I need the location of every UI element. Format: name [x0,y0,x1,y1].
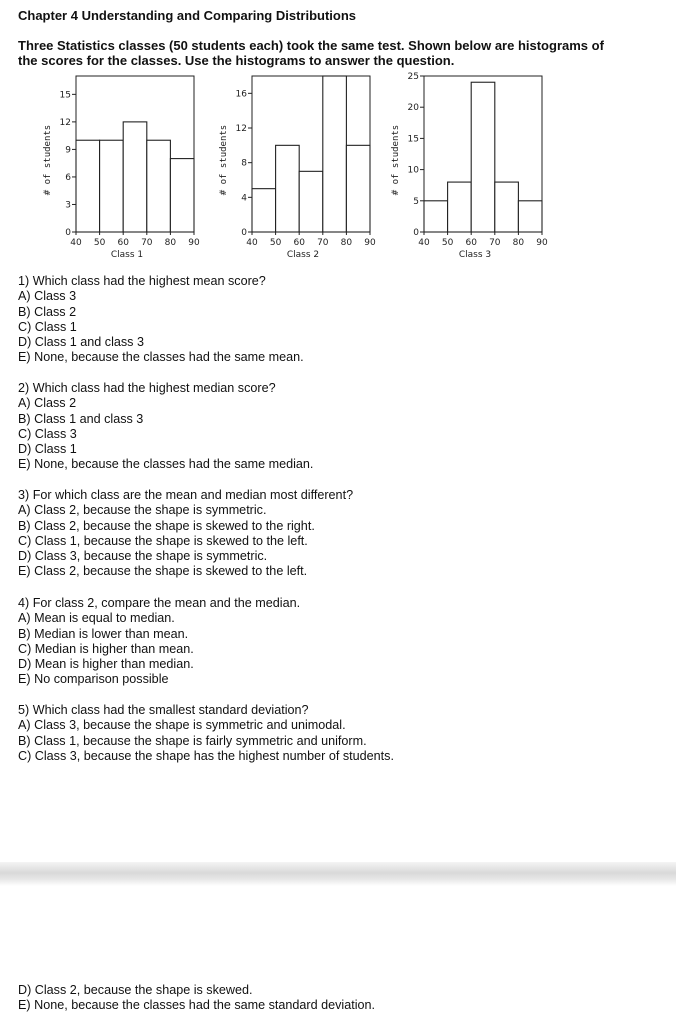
answer-option: C) Class 1 [18,319,77,334]
answer-option: A) Mean is equal to median. [18,611,175,626]
question-prompt: 3) For which class are the mean and median most different? [18,488,354,502]
answer-option: E) None, because the classes had the same standard deviation. [18,998,376,1013]
y-tick-label: 0 [241,228,247,238]
histogram-bar [471,82,495,232]
y-tick-label: 15 [59,90,71,101]
answer-option: A) Class 2 [18,396,77,411]
answer-option: B) Class 1, because the shape is fairly symmetric and uniform. [18,733,367,748]
x-tick-label: 80 [340,238,353,248]
answer-option: B) Median is lower than mean. [18,626,189,641]
answer-option: B) Class 2 [18,304,77,319]
histogram-bar [495,182,519,232]
answer-option: A) Class 3 [18,289,77,304]
y-tick-label: 6 [65,172,71,183]
intro-line-2: the scores for the classes. Use the histograms to answer the question. [18,53,455,68]
histogram-bar [346,145,370,232]
answer-option: D) Class 3, because the shape is symmetric. [18,549,268,564]
x-tick-label: 60 [465,238,477,248]
answer-option: E) None, because the classes had the same mean. [18,350,304,365]
x-tick-label: 40 [418,238,430,248]
question-prompt: 5) Which class had the smallest standard deviation? [18,703,309,717]
question-5-continued [18,983,375,1014]
question-5 [18,703,394,764]
histogram-svg [38,72,210,262]
x-tick-label: 90 [536,238,548,248]
histogram-svg [386,72,558,262]
x-tick-label: 60 [293,238,305,248]
y-tick-label: 4 [241,193,247,204]
y-tick-label: 10 [407,165,419,176]
question-prompt: 4) For class 2, compare the mean and the median. [18,596,301,610]
histogram-svg [214,72,386,262]
x-tick-label: 80 [512,238,525,248]
question-4 [18,596,300,688]
x-tick-label: 80 [164,238,177,248]
x-tick-label: 50 [269,238,282,248]
histogram-bar [448,182,472,232]
answer-option: D) Class 2, because the shape is skewed. [18,983,253,997]
y-tick-label: 16 [235,89,247,100]
x-tick-label: 40 [70,238,82,248]
answer-option: D) Mean is higher than median. [18,657,194,672]
x-axis-label: Class 3 [458,250,492,260]
x-axis-label: Class 2 [286,250,320,260]
x-axis-label: Class 1 [110,250,144,260]
question-1 [18,274,304,366]
histogram-bar [252,189,276,232]
answer-option: E) Class 2, because the shape is skewed to the left. [18,564,308,579]
histogram-bar [299,171,323,232]
histogram-class-2 [214,72,386,262]
y-tick-label: 0 [65,228,71,238]
chapter-heading: Chapter 4 Understanding and Comparing Distributions [18,8,357,23]
y-tick-label: 8 [241,158,247,169]
x-tick-label: 50 [441,238,454,248]
answer-option: A) Class 2, because the shape is symmetric. [18,503,267,518]
x-tick-label: 70 [141,238,153,248]
y-tick-label: 12 [59,117,71,128]
x-tick-label: 70 [489,238,501,248]
answer-option: E) None, because the classes had the same median. [18,457,314,472]
y-tick-label: 9 [65,145,71,156]
histogram-bar [123,122,147,232]
intro-line-1: Three Statistics classes (50 students each) took the same test. Shown below are histograms of [18,38,604,53]
answer-option: C) Class 1, because the shape is skewed to the left. [18,533,308,548]
question-prompt: 2) Which class had the highest median score? [18,381,276,395]
answer-option: C) Class 3 [18,426,77,441]
y-tick-label: 15 [407,134,419,145]
histogram-bar [323,76,347,232]
x-tick-label: 60 [117,238,129,248]
histogram-bar [518,201,542,232]
x-tick-label: 40 [246,238,258,248]
y-tick-label: 5 [413,196,419,207]
answer-option: B) Class 1 and class 3 [18,411,144,426]
x-tick-label: 90 [188,238,200,248]
histogram-bar [147,140,171,232]
x-tick-label: 70 [317,238,329,248]
histogram-bar [76,140,100,232]
histogram-class-3 [386,72,558,262]
y-tick-label: 12 [235,124,247,134]
histogram-bar [100,140,124,232]
question-prompt: 1) Which class had the highest mean score? [18,274,266,288]
y-tick-label: 20 [407,103,419,114]
answer-option: C) Class 3, because the shape has the highest number of students. [18,748,394,763]
answer-option: C) Median is higher than mean. [18,641,194,656]
answer-option: D) Class 1 [18,442,77,457]
histogram-bar [424,201,448,232]
x-tick-label: 50 [93,238,106,248]
histogram-class-1 [38,72,210,262]
y-tick-label: 3 [65,200,71,211]
histogram-bar [276,145,300,232]
y-axis-label: # of students [391,124,401,196]
question-2 [18,381,313,473]
y-axis-label: # of students [43,124,53,196]
answer-option: E) No comparison possible [18,672,169,687]
intro-text [18,38,658,68]
answer-option: D) Class 1 and class 3 [18,335,144,350]
y-tick-label: 0 [413,228,419,238]
y-axis-label: # of students [219,124,229,196]
x-tick-label: 90 [364,238,376,248]
answer-option: A) Class 3, because the shape is symmetric and unimodal. [18,718,346,733]
histogram-bar [170,159,194,232]
page-divider [0,862,676,886]
y-tick-label: 25 [407,72,419,82]
answer-option: B) Class 2, because the shape is skewed to the right. [18,518,315,533]
question-3 [18,488,353,580]
